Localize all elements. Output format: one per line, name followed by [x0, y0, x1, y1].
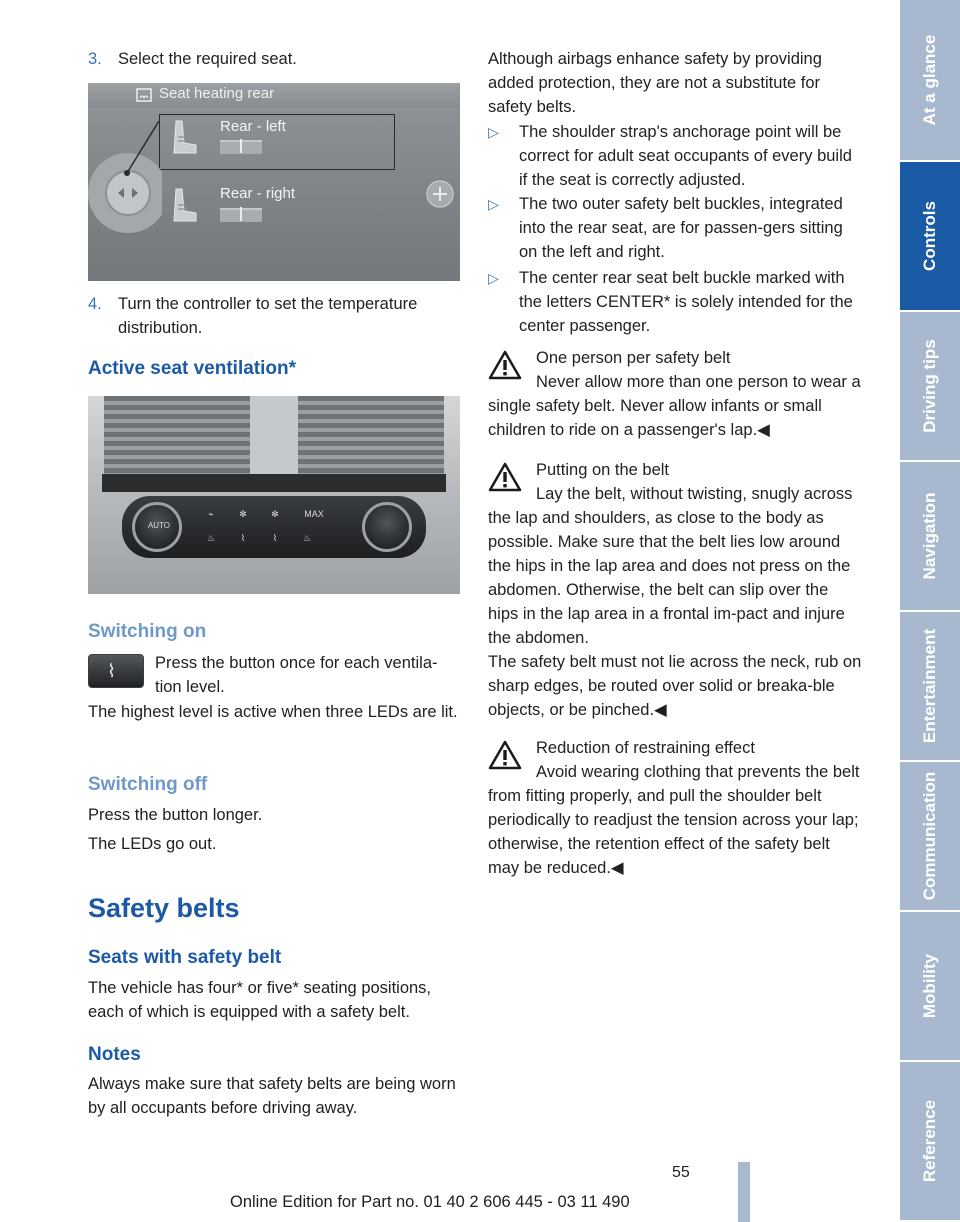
air-vent-left — [104, 396, 250, 474]
tab-label: Mobility — [920, 953, 939, 1019]
switch-on-text: Press the button once for each ventila-tion level. — [155, 654, 438, 696]
warning-putting-on-belt — [488, 458, 862, 650]
console-trim-strip — [102, 474, 446, 492]
highest-level-text: The highest level is active when three LEDs are lit. — [88, 703, 458, 721]
slider-right — [220, 208, 262, 222]
max-label: MAX — [304, 509, 324, 519]
vent-divider — [250, 396, 298, 474]
heading-safety-belts: Safety belts — [88, 893, 240, 923]
bullet-item — [488, 192, 862, 264]
footer-edition: Online Edition for Part no. 01 40 2 606 445 - 03 11 490 — [230, 1193, 630, 1211]
warning-title: Putting on the belt — [536, 461, 670, 479]
seat-heating-left-icon: ♨ — [206, 533, 216, 543]
belt-routing-text: The safety belt must not lie across the neck, rub on sharp edges, be routed over solid or breaka-ble objects, or be pinched.◀ — [488, 653, 862, 719]
heading-seats-with-safety-belt: Seats with safety belt — [88, 947, 282, 968]
tab-label: Communication — [920, 771, 939, 901]
plus-icon — [425, 179, 455, 209]
climate-console-image — [88, 396, 460, 594]
chapter-tabs — [900, 0, 960, 1222]
warning-restraining-effect — [488, 736, 862, 880]
warning-title: Reduction of restraining effect — [536, 739, 755, 757]
bullet-text: The shoulder strap's anchorage point will be correct for adult seat occupants of every build if the seat is correctly adjusted. — [519, 123, 852, 189]
warning-triangle-icon — [488, 350, 522, 380]
heading-active-seat-ventilation: Active seat ventilation* — [88, 358, 297, 379]
warning-triangle-icon — [488, 462, 522, 492]
bullet-text: The center rear seat belt buckle marked with the letters CENTER* is solely intended for the center passenger. — [519, 269, 853, 335]
tab-driving-tips[interactable] — [900, 312, 960, 462]
fan-low-icon: ✻ — [239, 509, 247, 519]
seats-text: The vehicle has four* or five* seating positions, each of which is equipped with a safety belt. — [88, 979, 432, 1021]
tab-label: At a glance — [920, 34, 939, 126]
switch-off-text-2: The LEDs go out. — [88, 835, 217, 853]
warning-body: Avoid wearing clothing that prevents the belt from fitting properly, and pull the shoulder belt periodically to readjust the tension across your lap; otherwise, the retention effect of the safety belt may be reduced.◀ — [488, 763, 860, 877]
step-text: Select the required seat. — [118, 50, 297, 68]
warning-one-person — [488, 346, 862, 442]
slider-left — [220, 140, 262, 154]
bullet-item — [488, 266, 862, 338]
seat-icon-left — [166, 117, 200, 161]
bullet-marker: ▷ — [488, 196, 499, 212]
step-text: Turn the controller to set the temperature distribution. — [118, 295, 418, 337]
page-number-bar — [738, 1162, 750, 1222]
seat-heating-icon — [136, 88, 152, 102]
temperature-knob-right — [362, 502, 412, 552]
auto-label: AUTO — [147, 521, 171, 530]
airbag-intro: Although airbags enhance safety by providing added protection, they are not a substitute for safety belts. — [488, 50, 822, 116]
seat-ventilation-left-icon: ⌇ — [240, 533, 246, 543]
tab-label: Entertainment — [920, 628, 939, 744]
tab-entertainment[interactable] — [900, 612, 960, 762]
defrost-icon: ⌁ — [208, 509, 214, 519]
tab-mobility[interactable] — [900, 912, 960, 1062]
seat-heating-right-icon: ♨ — [302, 533, 312, 543]
bullet-item — [488, 120, 862, 192]
tab-navigation[interactable] — [900, 462, 960, 612]
seat-heating-screen-image — [88, 83, 460, 281]
step-3 — [88, 47, 460, 71]
seat-label-right: Rear - right — [220, 185, 296, 202]
screen-title: Seat heating rear — [159, 85, 275, 102]
tab-label: Navigation — [920, 492, 939, 580]
seat-label-left: Rear - left — [220, 118, 286, 135]
tab-communication[interactable] — [900, 762, 960, 912]
page-number: 55 — [672, 1164, 690, 1181]
climate-panel — [122, 496, 426, 558]
heading-switching-on: Switching on — [88, 621, 207, 642]
heading-switching-off: Switching off — [88, 774, 208, 795]
step-number: 3. — [88, 50, 102, 68]
bullet-marker: ▷ — [488, 270, 499, 286]
bullet-marker: ▷ — [488, 124, 499, 140]
seat-icon-right — [166, 185, 200, 229]
step-4 — [88, 292, 460, 340]
tab-at-a-glance[interactable] — [900, 0, 960, 162]
heading-notes: Notes — [88, 1044, 141, 1065]
tab-label: Controls — [920, 201, 939, 271]
pointer-line — [123, 121, 163, 177]
ventilation-button-image — [88, 654, 144, 688]
tab-label: Driving tips — [920, 339, 939, 433]
warning-triangle-icon — [488, 740, 522, 770]
tab-controls[interactable] — [900, 162, 960, 312]
bullet-text: The two outer safety belt buckles, integrated into the rear seat, are for passen-gers sitting on the left and right. — [519, 195, 843, 261]
seat-ventilation-icon: ⌇ — [107, 661, 116, 681]
warning-title: One person per safety belt — [536, 349, 731, 367]
fan-high-icon: ✼ — [271, 509, 279, 519]
notes-text: Always make sure that safety belts are being worn by all occupants before driving away. — [88, 1075, 456, 1117]
air-vent-right — [298, 396, 444, 474]
step-number: 4. — [88, 295, 102, 313]
seat-ventilation-right-icon: ⌇ — [272, 533, 278, 543]
switch-off-text-1: Press the button longer. — [88, 806, 263, 824]
warning-body: Never allow more than one person to wear a single safety belt. Never allow infants or small children to ride on a passenger's lap.◀ — [488, 373, 861, 439]
tab-label: Reference — [920, 1099, 939, 1183]
warning-body: Lay the belt, without twisting, snugly across the lap and shoulders, as close to the body as possible. Make sure that the belt lies low around the hips in the lap area and does not press on the abdomen. Otherwise, the belt can slip over the hips in the lap area in a frontal im-pact and injure the abdomen. — [488, 485, 853, 647]
tab-reference[interactable] — [900, 1062, 960, 1222]
